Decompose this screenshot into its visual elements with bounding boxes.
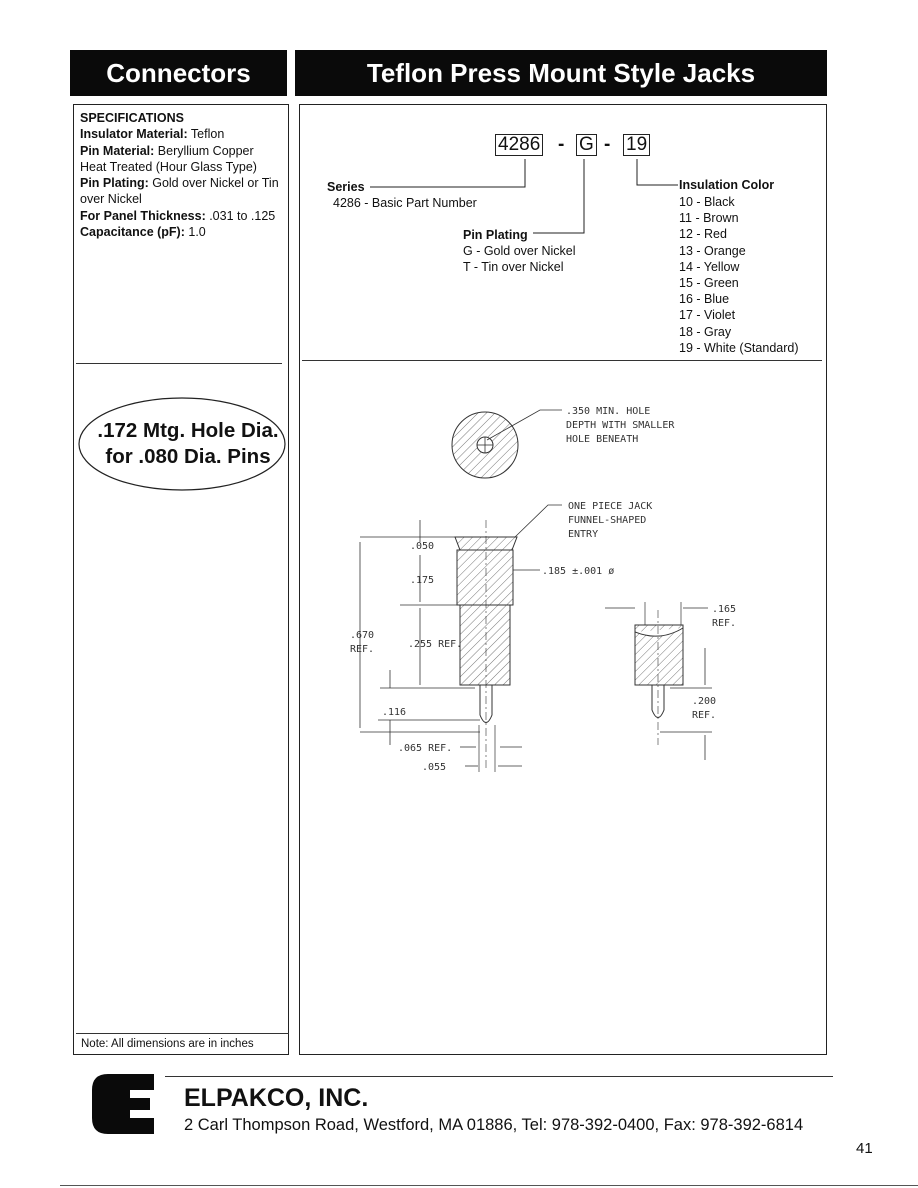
series-label: Series	[327, 180, 365, 194]
color-option: 13 - Orange	[679, 243, 746, 258]
dim-065: .065 REF.	[398, 743, 453, 754]
color-option: 10 - Black	[679, 195, 735, 209]
dimensions-note: Note: All dimensions are in inches	[81, 1038, 254, 1050]
elpakco-logo	[90, 1070, 160, 1138]
detail-view	[605, 602, 712, 760]
dim-055: .055	[422, 762, 447, 773]
color-option: 14 - Yellow	[679, 259, 740, 274]
dim-185: .185 ±.001 ø	[542, 566, 615, 577]
part-color-code: 19	[623, 134, 650, 156]
hole-note-line: HOLE BENEATH	[566, 434, 639, 445]
jack-note-line: ONE PIECE JACK	[568, 501, 653, 512]
spec-capacitance: Capacitance (pF): 1.0	[80, 225, 206, 240]
color-option: 11 - Brown	[679, 211, 739, 226]
dim-175: .175	[410, 575, 435, 586]
company-address: 2 Carl Thompson Road, Westford, MA 01886, Tel: 978-392-0400, Fax: 978-392-6814	[184, 1116, 804, 1134]
dim-200: .200	[692, 696, 717, 707]
dim-116: .116	[382, 707, 407, 718]
mounting-hole-text: .172 Mtg. Hole Dia.	[97, 419, 279, 442]
hole-note-line: .350 MIN. HOLE	[566, 406, 651, 417]
color-option: 15 - Green	[679, 276, 739, 291]
mounting-hole-callout	[88, 418, 288, 470]
insulation-color-label: Insulation Color	[679, 178, 775, 192]
footer-rule	[165, 1076, 833, 1077]
spec-panel-thickness: For Panel Thickness: .031 to .125	[80, 208, 276, 223]
bottom-rule	[60, 1185, 918, 1186]
color-option: 16 - Blue	[679, 292, 730, 307]
dim-670: .670	[350, 630, 375, 641]
dim-050: .050	[410, 541, 435, 552]
color-option: 12 - Red	[679, 227, 727, 242]
pin-plating-label: Pin Plating	[463, 228, 528, 242]
color-option: 17 - Violet	[679, 308, 736, 323]
dim-165-ref: REF.	[712, 618, 737, 629]
top-view	[452, 410, 562, 478]
insulation-color-list	[679, 194, 799, 356]
pin-plating-option-gold: G - Gold over Nickel	[463, 244, 576, 258]
part-base-code: 4286	[495, 134, 543, 156]
jack-note-line: FUNNEL-SHAPED	[568, 515, 647, 526]
specifications-heading: SPECIFICATIONS	[80, 111, 184, 125]
mounting-pin-text: for .080 Dia. Pins	[105, 445, 271, 468]
part-separator: -	[604, 134, 611, 155]
page-number: 41	[856, 1140, 873, 1157]
color-option: 19 - White (Standard)	[679, 340, 799, 355]
jack-technical-drawing	[300, 370, 820, 790]
series-description: 4286 - Basic Part Number	[333, 196, 477, 210]
page-title: Teflon Press Mount Style Jacks	[366, 57, 756, 88]
spec-pin-plating: Pin Plating: Gold over Nickel or Tin over Nickel	[80, 176, 279, 207]
color-option: 18 - Gray	[679, 324, 732, 339]
part-plating-code: G	[576, 134, 597, 156]
dim-165: .165	[712, 604, 737, 615]
section-title: Connectors	[106, 57, 251, 88]
hole-note-line: DEPTH WITH SMALLER	[566, 420, 675, 431]
spec-pin-material: Pin Material: Beryllium Copper Heat Treated (Hour Glass Type)	[80, 143, 257, 174]
spec-insulator: Insulator Material: Teflon	[80, 127, 225, 142]
jack-note-line: ENTRY	[568, 529, 599, 540]
note-divider	[76, 1033, 289, 1034]
part-separator: -	[558, 134, 565, 155]
company-name: ELPAKCO, INC.	[184, 1084, 369, 1112]
dim-255: .255 REF.	[408, 639, 463, 650]
dim-670-ref: REF.	[350, 644, 375, 655]
pin-plating-option-tin: T - Tin over Nickel	[463, 260, 564, 274]
dim-200-ref: REF.	[692, 710, 717, 721]
